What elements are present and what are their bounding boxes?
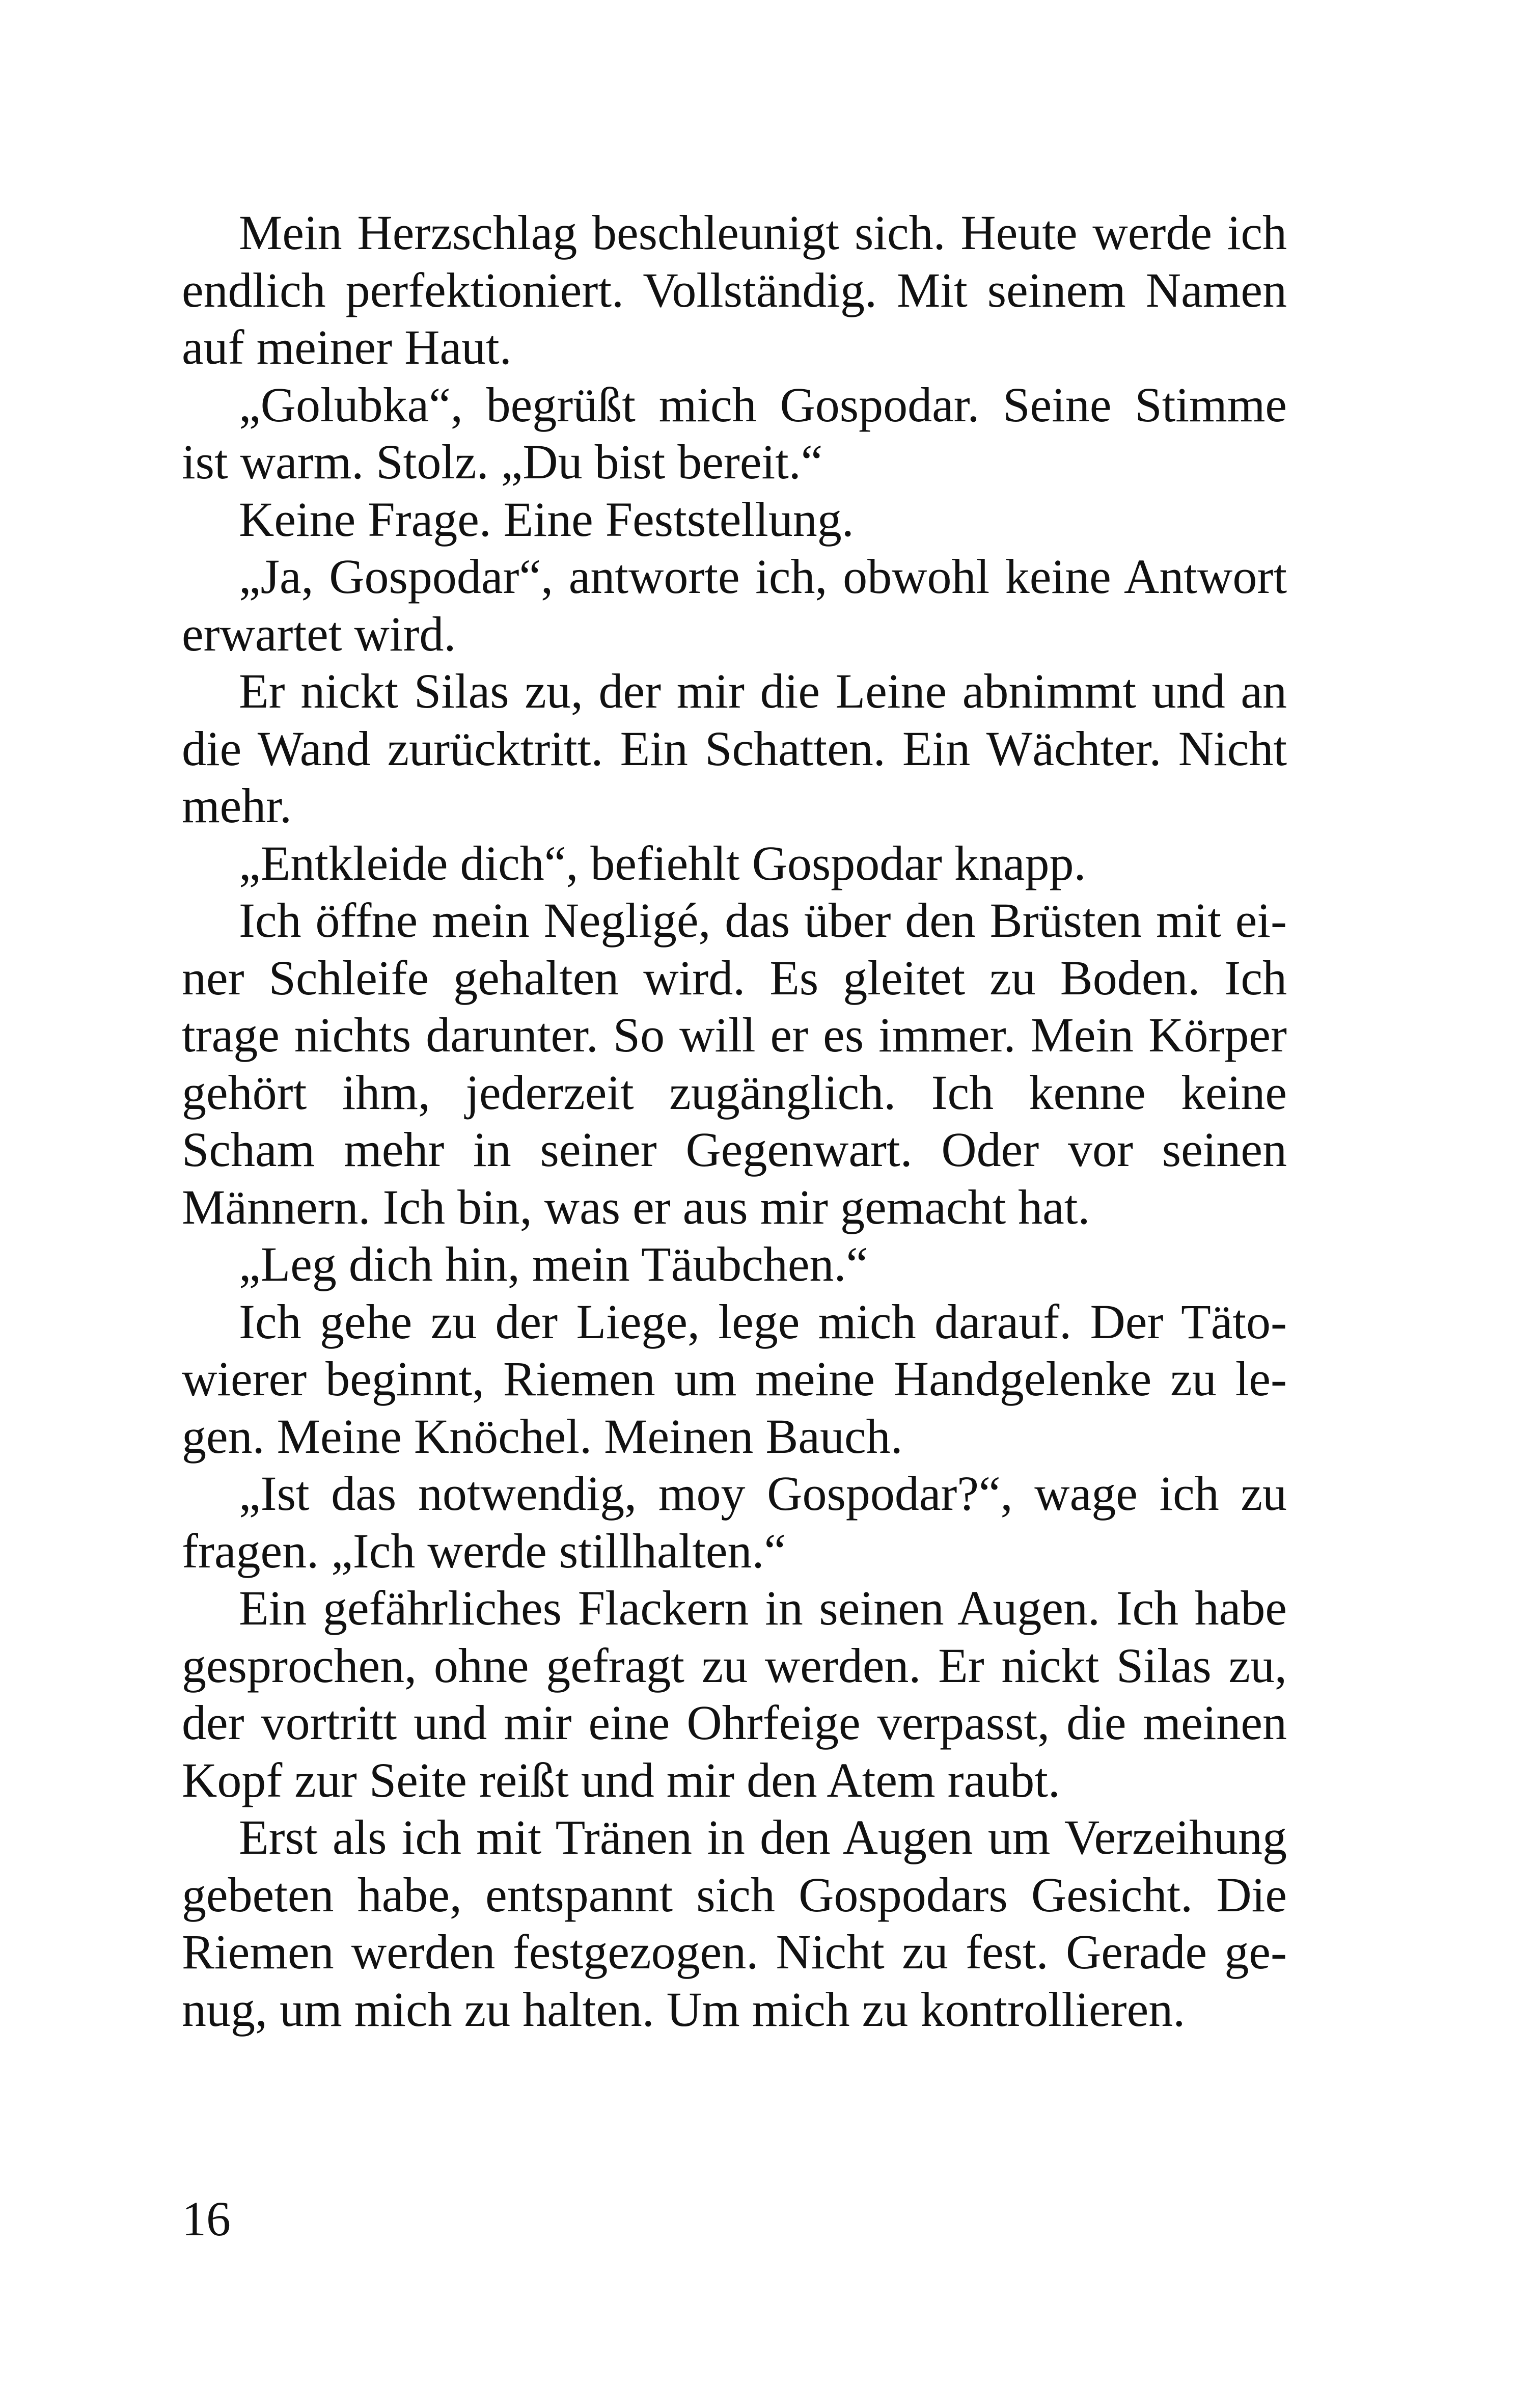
body-text [182, 204, 1287, 2038]
paragraph: Keine Frage. Eine Feststellung. [239, 492, 854, 547]
paragraph: Ich gehe zu der Liege, lege mich darauf. Der Tätowierer beginnt, Riemen um meine Handgelenke zu legen. Meine Knöchel. Meinen Bauch. [182, 1294, 1287, 1464]
paragraph: „Leg dich hin, mein Täubchen.“ [239, 1237, 868, 1291]
paragraph: Ich öffne mein Negligé, das über den Brüsten mit einer Schleife gehalten wird. Es gleitet zu Boden. Ich trage nichts darunter. So will er es immer. Mein Körper gehört ihm, jederzeit zugänglich. Ich kenne keine Scham mehr in seiner Gegenwart. Oder vor seinen Männern. Ich bin, was er aus mir gemacht hat. [182, 893, 1287, 1234]
paragraph: „Ist das notwendig, moy Gospodar?“, wage ich zu fragen. „Ich werde stillhalten.“ [182, 1466, 1287, 1578]
paragraph: „Ja, Gospodar“, antworte ich, obwohl keine Antwort erwartet wird. [182, 549, 1287, 661]
paragraph: Mein Herzschlag beschleunigt sich. Heute werde ich endlich perfektioniert. Vollständig. Mit seinem Namen auf meiner Haut. [182, 205, 1287, 374]
paragraph: Erst als ich mit Tränen in den Augen um Verzeihung gebeten habe, entspannt sich Gospodars Gesicht. Die Riemen werden festgezogen. Nicht zu fest. Gerade genug, um mich zu halten. Um mich zu kontrollieren. [182, 1810, 1287, 2037]
paragraph: Ein gefährliches Flackern in seinen Augen. Ich habe gesprochen, ohne gefragt zu werden. Er nickt Silas zu, der vortritt und mir eine Ohrfeige verpasst, die meinen Kopf zur Seite reißt und mir den Atem raubt. [182, 1581, 1287, 1807]
paragraph: Er nickt Silas zu, der mir die Leine abnimmt und an die Wand zurücktritt. Ein Schatten. Ein Wächter. Nicht mehr. [182, 664, 1287, 833]
paragraph: „Golubka“, begrüßt mich Gospodar. Seine Stimme ist warm. Stolz. „Du bist bereit.“ [182, 377, 1287, 489]
paragraph: „Entkleide dich“, befiehlt Gospodar knapp. [239, 835, 1086, 890]
page-number: 16 [182, 2191, 231, 2246]
